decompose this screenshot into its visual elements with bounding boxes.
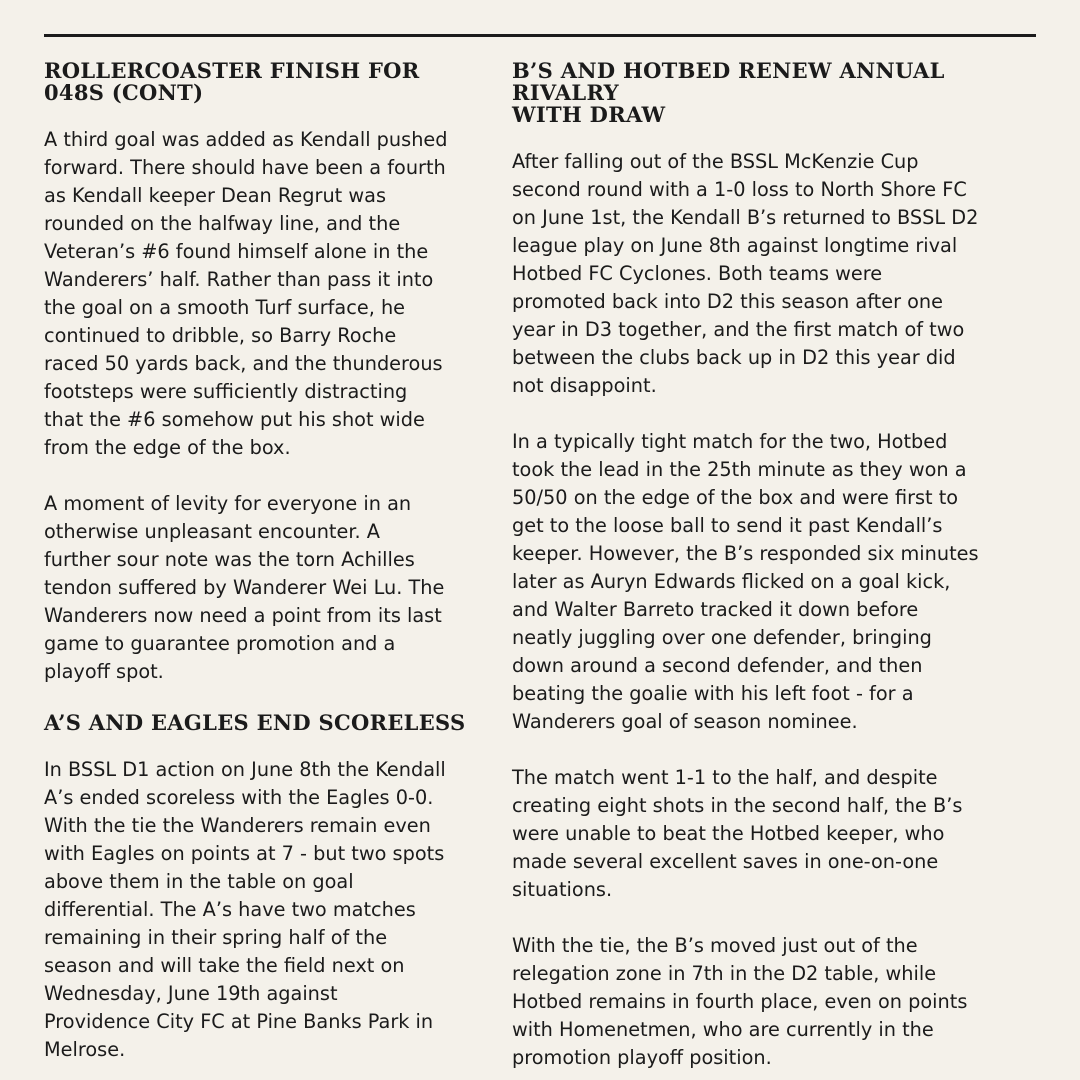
- top-divider-rule: [44, 34, 1036, 37]
- paragraph-bs-hotbed-3: The match went 1-1 to the half, and despite creating eight shots in the second half, the B’s were unable to beat the Hotbed keeper, who made several excellent saves in one-on-one situations.: [512, 766, 963, 901]
- paragraph-rollercoaster-2: A moment of levity for everyone in an otherwise unpleasant encounter. A further sour note was the torn Achilles tendon suffered by Wanderer Wei Lu. The Wanderers now need a point from its last game to guarantee promotion and a playoff spot.: [44, 492, 445, 683]
- paragraph-bs-hotbed-4: With the tie, the B’s moved just out of the relegation zone in 7th in the D2 table, while Hotbed remains in fourth place, even on points with Homenetmen, who are currently in the promotion playoff position.: [512, 934, 968, 1069]
- paragraph-as-and-eagles-1: In BSSL D1 action on June 8th the Kendall A’s ended scoreless with the Eagles 0-0. With the tie the Wanderers remain even with Eagles on points at 7 - but two spots above them in the table on goal differential. The A’s have two matches remaining in their spring half of the season and will take the field next on Wednesday, June 19th against Providence City FC at Pine Banks Park in Melrose.: [44, 758, 446, 1061]
- paragraph-bs-hotbed-1: After falling out of the BSSL McKenzie Cup second round with a 1-0 loss to North Shore FC on June 1st, the Kendall B’s returned to BSSL D2 league play on June 8th against longtime rival Hotbed FC Cyclones. Both teams were promoted back into D2 this season after one year in D3 together, and the first match of two between the clubs back up in D2 this year did not disappoint.: [512, 150, 979, 397]
- article-bs-and-hotbed: [512, 60, 1052, 1072]
- article-rollercoaster-finish: [44, 60, 480, 686]
- headline-as-and-eagles: A’S AND EAGLES END SCORELESS: [44, 710, 466, 735]
- paragraph-bs-hotbed-2: In a typically tight match for the two, Hotbed took the lead in the 25th minute as they won a 50/50 on the edge of the box and were first to get to the loose ball to send it past Kendall’s keeper. However, the B’s responded six minutes later as Auryn Edwards flicked on a goal kick, and Walter Barreto tracked it down before neatly juggling over one defender, bringing down around a second defender, and then beating the goalie with his left foot - for a Wanderers goal of season nominee.: [512, 430, 979, 733]
- headline-rollercoaster-finish: ROLLERCOASTER FINISH FOR 048S (CONT): [44, 58, 420, 105]
- left-column: [44, 60, 480, 1064]
- right-column: [512, 60, 1052, 1072]
- article-as-and-eagles: [44, 712, 480, 1064]
- paragraph-rollercoaster-1: A third goal was added as Kendall pushed forward. There should have been a fourth as Kendall keeper Dean Regrut was rounded on the halfway line, and the Veteran’s #6 found himself alone in the Wanderers’ half. Rather than pass it into the goal on a smooth Turf surface, he continued to dribble, so Barry Roche raced 50 yards back, and the thunderous footsteps were sufficiently distracting that the #6 somehow put his shot wide from the edge of the box.: [44, 128, 448, 459]
- headline-bs-and-hotbed: B’S AND HOTBED RENEW ANNUAL RIVALRY WITH DRAW: [512, 58, 945, 127]
